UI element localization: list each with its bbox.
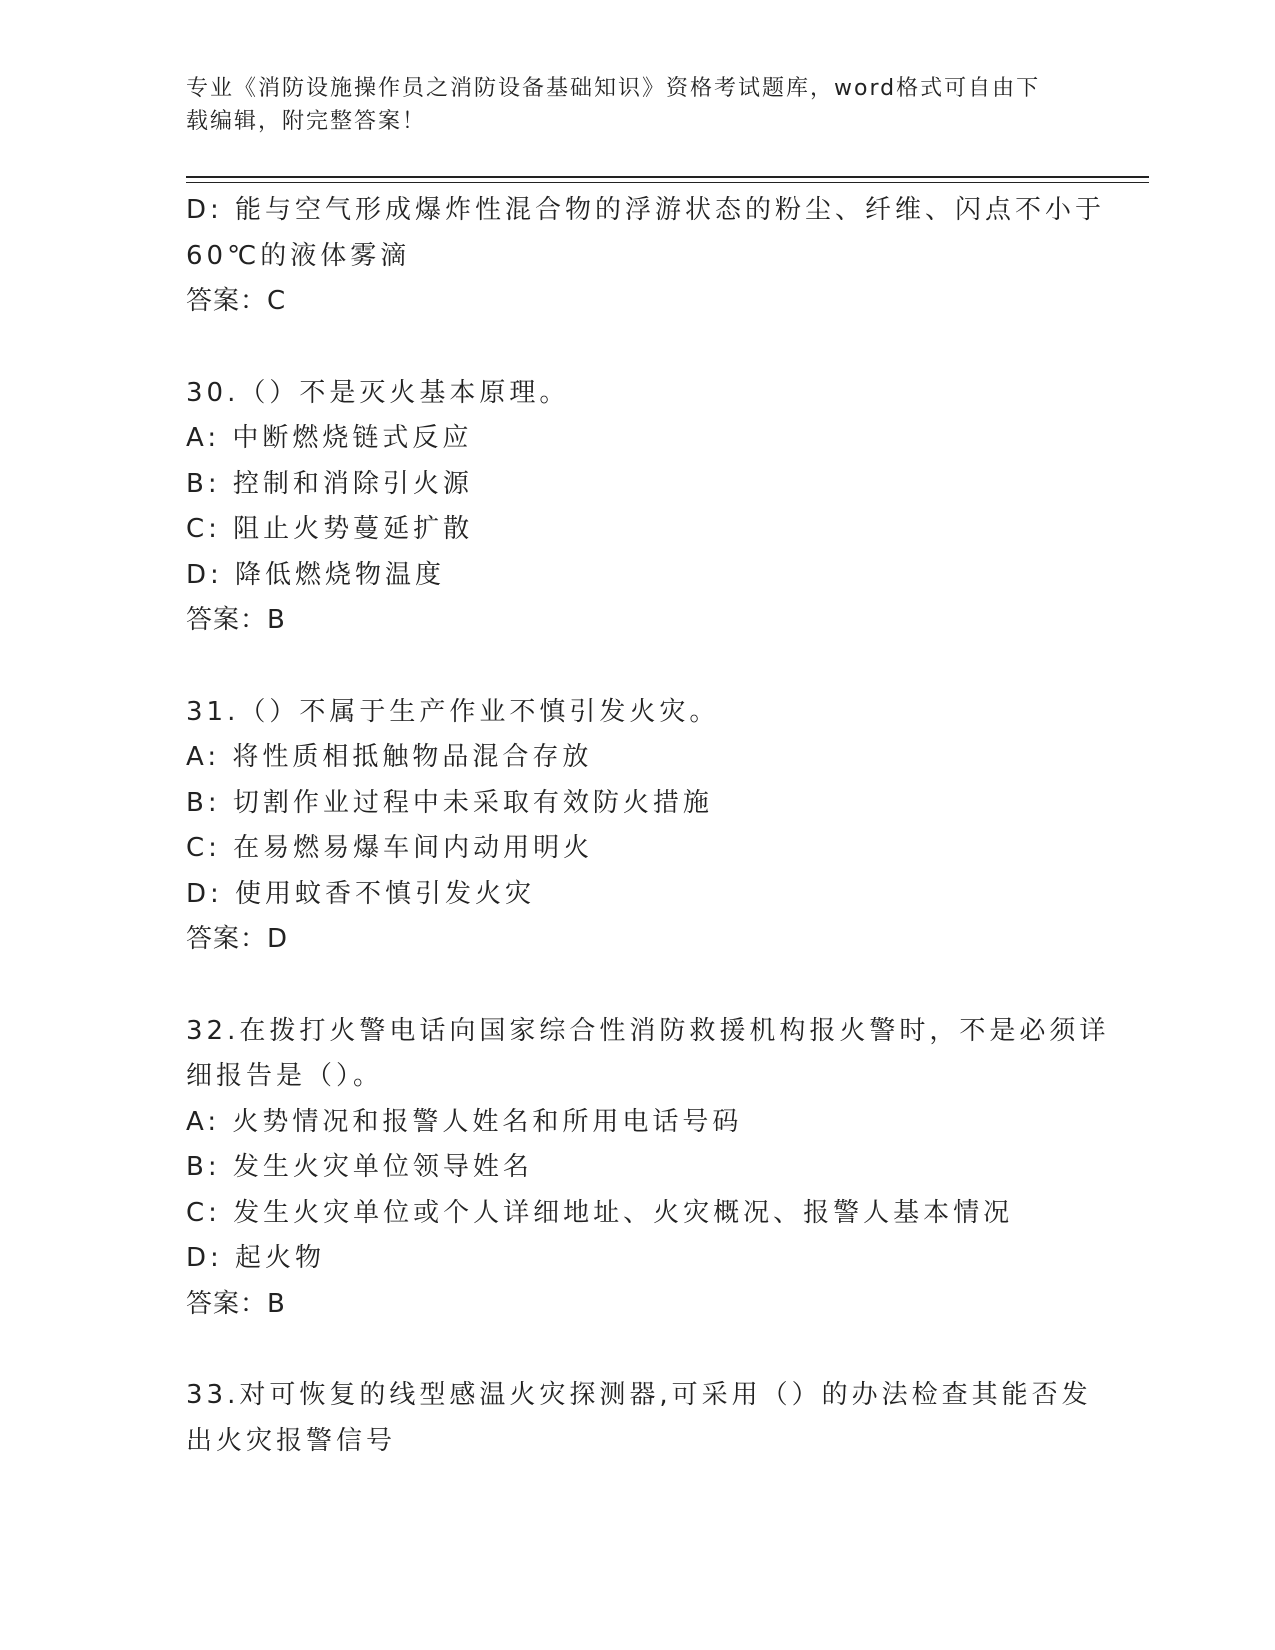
spacer <box>186 644 1086 690</box>
option-a: A: 火势情况和报警人姓名和所用电话号码 <box>186 1106 743 1137</box>
option-b: B: 控制和消除引火源 <box>186 468 473 499</box>
question-text: 31.（）不属于生产作业不慎引发火灾。 <box>186 696 720 727</box>
header-line-2: 载编辑，附完整答案！ <box>186 109 427 134</box>
question-text-line-1: 33.对可恢复的线型感温火灾探测器,可采用（）的办法检查其能否发 <box>186 1380 1092 1410</box>
option-d: D: 使用蚊香不慎引发火灾 <box>186 878 536 909</box>
option-b: B: 切割作业过程中未采取有效防火措施 <box>186 787 713 818</box>
header-line-1: 专业《消防设施操作员之消防设备基础知识》资格考试题库，word格式可自由下 <box>186 76 1041 101</box>
option-c: C: 阻止火势蔓延扩散 <box>186 514 474 544</box>
spacer <box>186 1327 1086 1373</box>
option-b: B: 发生火灾单位领导姓名 <box>186 1152 533 1182</box>
document-body <box>186 188 1110 1464</box>
question-32 <box>186 1009 1110 1328</box>
option-a: A: 中断燃烧链式反应 <box>186 423 473 453</box>
option-c: C: 发生火灾单位或个人详细地址、火灾概况、报警人基本情况 <box>186 1197 1014 1228</box>
question-text: 30.（）不是灭火基本原理。 <box>186 377 570 408</box>
option-a: A: 将性质相抵触物品混合存放 <box>186 742 593 772</box>
answer: 答案：B <box>186 1288 286 1319</box>
question-text-line-2: 出火灾报警信号 <box>186 1425 397 1456</box>
answer: 答案：B <box>186 605 286 635</box>
header-rule-thick <box>186 176 1149 178</box>
question-30 <box>186 371 1086 644</box>
question-29-tail <box>186 188 1106 325</box>
option-d: D: 起火物 <box>186 1243 326 1273</box>
spacer <box>186 325 1086 371</box>
question-text-line-2: 细报告是（）。 <box>186 1061 384 1091</box>
option-d-line-2: 60℃的液体雾滴 <box>186 240 411 271</box>
header-rule-thin <box>186 182 1149 183</box>
question-33 <box>186 1373 1092 1464</box>
question-text-line-1: 32.在拨打火警电话向国家综合性消防救援机构报火警时，不是必须详 <box>186 1015 1110 1046</box>
question-31 <box>186 690 1086 963</box>
option-d: D: 降低燃烧物温度 <box>186 559 446 590</box>
answer: 答案：C <box>186 286 287 316</box>
spacer <box>186 963 1086 1009</box>
option-d-line-1: D: 能与空气形成爆炸性混合物的浮游状态的粉尘、纤维、闪点不小于 <box>186 195 1106 225</box>
answer: 答案：D <box>186 924 289 954</box>
page-header <box>186 72 1066 138</box>
option-c: C: 在易燃易爆车间内动用明火 <box>186 833 594 863</box>
